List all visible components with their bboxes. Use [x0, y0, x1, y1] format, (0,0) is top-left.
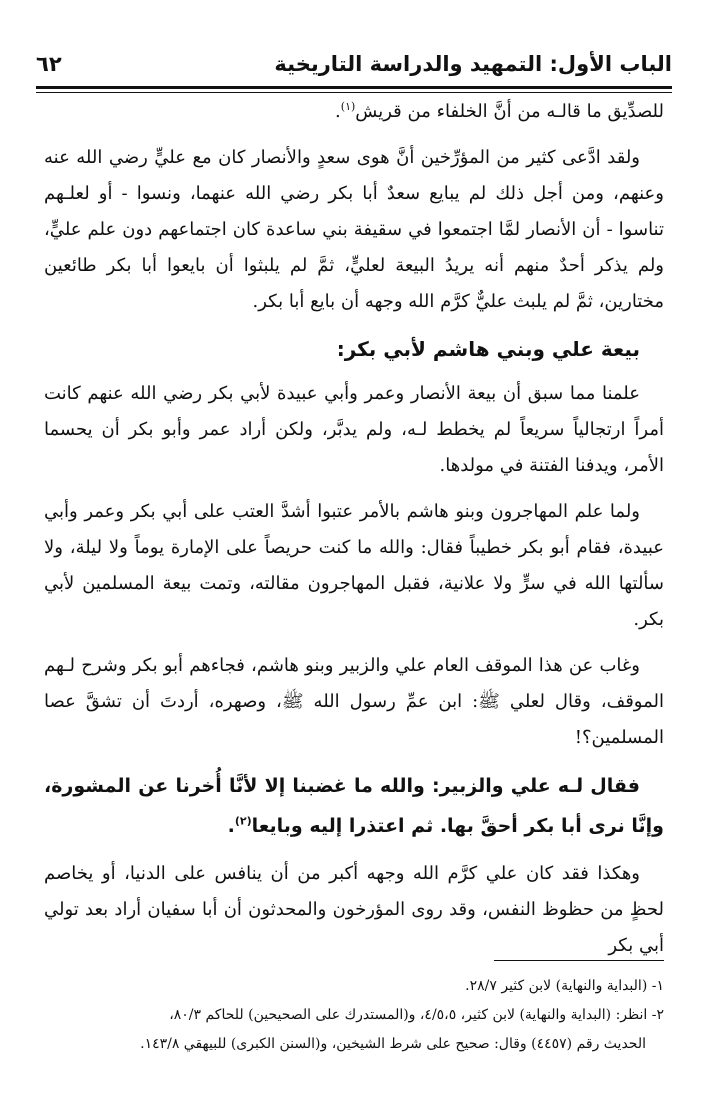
footnote-2-continuation: الحديث رقم (٤٤٥٧) وقال: صحيح على شرط الشيخين، و(السنن الكبرى) للبيهقي ١٤٣/٨.: [140, 1036, 646, 1052]
page-header: [36, 48, 672, 84]
section-heading: بيعة علي وبني هاشم لأبي بكر:: [336, 337, 640, 361]
footnote-ref-1[interactable]: (١): [340, 100, 356, 113]
paragraph: ولقد ادَّعى كثير من المؤرِّخين أنَّ هوى سعدٍ والأنصار كان مع عليٍّ رضي الله عنه وعنهم، ومن أجل ذلك لم يبايع سعدٌ أبا بكر رضي الله عنهما، ونسوا - أو لعلـهم تناسوا - أن الأنصار لمَّا اجتمعوا في سقيفة بني ساعدة كان اجتماعهم دون علم عليٍّ، ولم يذكر أحدٌ منهم أنه يريدُ البيعة لعليٍّ، ثمَّ لم يلبثوا أن بايعوا أبا بكر طائعين مختارين، ثمَّ لم يلبث عليٌّ كرَّم الله وجهه أن بايع أبا بكر.: [44, 147, 664, 312]
header-rule-thin: [36, 92, 672, 93]
footnote-2: ٢- انظر: (البداية والنهاية) لابن كثير، ٤/٥،٥، و(المستدرك على الصحيحين) للحاكم ٨٠/٣،: [169, 1007, 664, 1023]
paragraph: وهكذا فقد كان علي كرَّم الله وجهه أكبر من أن ينافس على الدنيا، أو يخاصم لحظٍ من حظوظ النفس، وقد روى المؤرخون والمحدثون أن أبا سفيان أراد بعد تولي أبي بكر: [44, 863, 664, 956]
paragraph: وغاب عن هذا الموقف العام علي والزبير وبنو هاشم، فجاءهم أبو بكر وشرح لـهم الموقف، وقال لعلي ﷺ: ابن عمِّ رسول الله ﷺ، وصهره، أردتَ أن تشقَّ عصا المسلمين؟!: [44, 655, 664, 748]
paragraph: ولما علم المهاجرون وبنو هاشم بالأمر عتبوا أشدَّ العتب على أبي بكر وعمر وأبي عبيدة، فقام أبو بكر خطيباً فقال: والله ما كنت حريصاً على الإمارة يوماً ولا ليلة، ولا سألتها الله في سرٍّ ولا علانية، فقبل المهاجرون مقالته، وتمت بيعة المسلمين لأبي بكر.: [44, 501, 664, 630]
footnote-ref-2[interactable]: (٢): [234, 814, 252, 828]
paragraph: علمنا مما سبق أن بيعة الأنصار وعمر وأبي عبيدة لأبي بكر رضي الله عنهم كانت أمراً ارتجالياً سريعاً لم يخطط لـه، ولم يدبَّر، ولكن أراد عمر وأبو بكر أن يحسما الأمر، ويدفنا الفتنة في مولدها.: [44, 383, 664, 476]
page-number: ٦٢: [36, 52, 62, 76]
footnote-divider: [494, 960, 664, 961]
chapter-title: الباب الأول: التمهيد والدراسة التاريخية: [274, 52, 672, 76]
footnotes: [44, 972, 664, 1059]
paragraph-continuation: للصدِّيق ما قالـه من أنَّ الخلفاء من قريش$^{(١)}$.: [335, 100, 664, 122]
body-text: [44, 94, 664, 974]
quoted-paragraph: فقال لـه علي والزبير: والله ما غضبنا إلا لأنَّا أُخرنا عن المشورة، وإنَّا نرى أبا بكر أحقَّ بها. ثم اعتذرا إليه وبايعا$^{(٢)}$.: [44, 775, 664, 837]
footnote-1: ١- (البداية والنهاية) لابن كثير ٢٨/٧.: [465, 978, 664, 994]
header-rule-thick: [36, 86, 672, 89]
